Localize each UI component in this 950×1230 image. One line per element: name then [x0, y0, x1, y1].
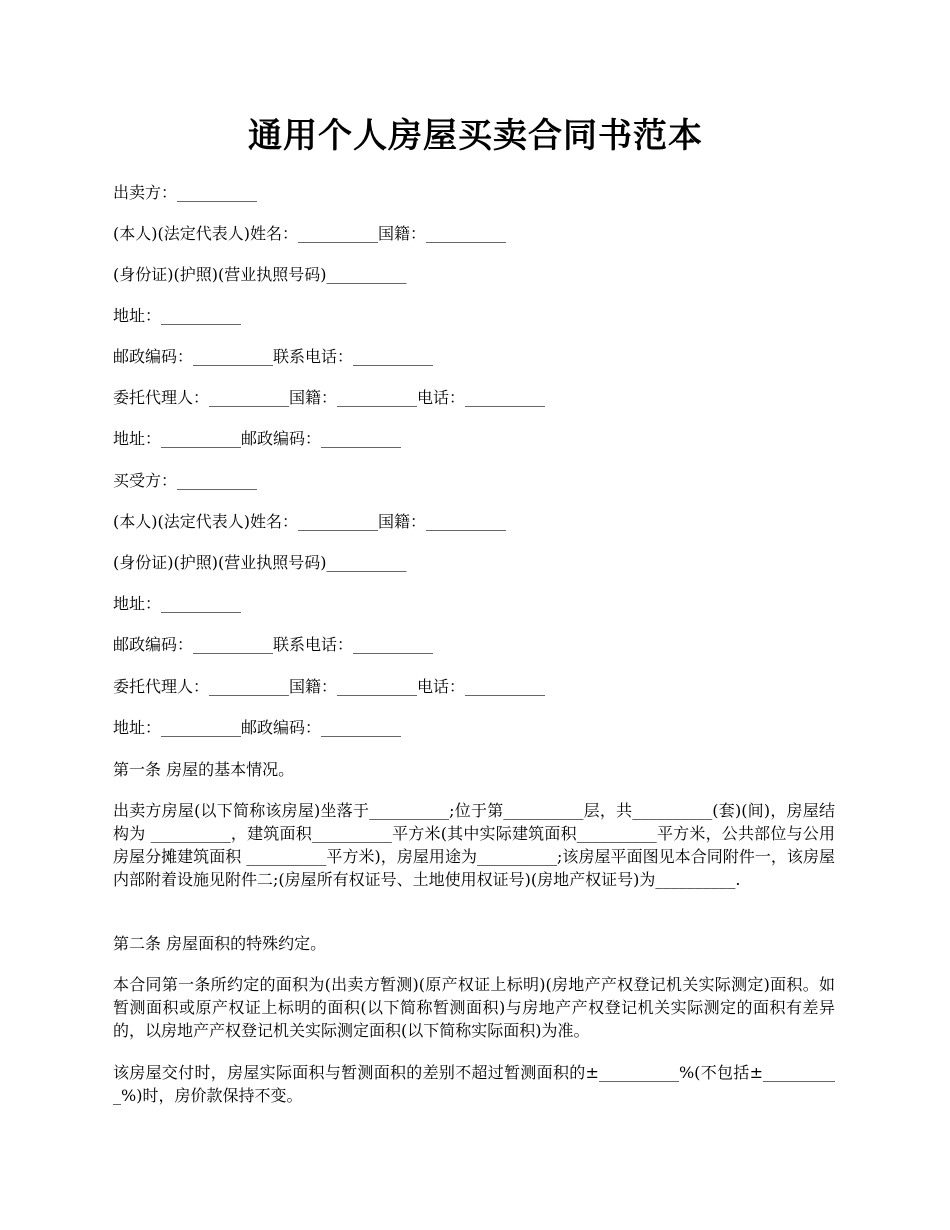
seller-address-line: 地址：__________	[113, 306, 242, 325]
seller-name-line: 出卖方：__________	[113, 183, 258, 202]
buyer-representative-line: (本人)(法定代表人)姓名：__________国籍：__________	[113, 512, 506, 531]
article-1-body: 出卖方房屋(以下简称该房屋)坐落于__________;位于第__________层，共__________(套)(间)，房屋结构为 __________，建筑面积__________平方米(其中实际建筑面积__________平方米，公共部位与公用房屋分摊建筑面积 __________平方米)，房屋用途为__________;该房屋平面图见本合同附件一，该房屋内部附着设施见附件二;(房屋所有权证号、土地使用权证号)(房地产权证号)为__________.	[113, 801, 835, 889]
buyer-id-line: (身份证)(护照)(营业执照号码)__________	[113, 553, 407, 572]
article-2-body-1: 本合同第一条所约定的面积为(出卖方暂测)(原产权证上标明)(房地产产权登记机关实际测定)面积。如暂测面积或原产权证上标明的面积(以下简称暂测面积)与房地产产权登记机关实际测定的面积有差异的，以房地产产权登记机关实际测定面积(以下简称实际面积)为准。	[113, 975, 835, 1040]
seller-agent-line: 委托代理人：__________国籍：__________电话：__________	[113, 388, 546, 407]
buyer-agent-address-line: 地址：__________邮政编码：__________	[113, 718, 402, 737]
article-2-body-2: 该房屋交付时，房屋实际面积与暂测面积的差别不超过暂测面积的±__________%(不包括±__________%)时，房价款保持不变。	[113, 1063, 835, 1105]
article-1-heading: 第一条 房屋的基本情况。	[113, 760, 295, 779]
seller-id-line: (身份证)(护照)(营业执照号码)__________	[113, 265, 407, 284]
buyer-name-line: 买受方：__________	[113, 471, 258, 490]
seller-postcode-phone-line: 邮政编码：__________联系电话：__________	[113, 347, 434, 366]
document-title: 通用个人房屋买卖合同书范本	[248, 116, 703, 156]
buyer-postcode-phone-line: 邮政编码：__________联系电话：__________	[113, 635, 434, 654]
seller-representative-line: (本人)(法定代表人)姓名：__________国籍：__________	[113, 224, 506, 243]
buyer-agent-line: 委托代理人：__________国籍：__________电话：__________	[113, 677, 546, 696]
buyer-address-line: 地址：__________	[113, 594, 242, 613]
article-2-heading: 第二条 房屋面积的特殊约定。	[113, 934, 327, 953]
seller-agent-address-line: 地址：__________邮政编码：__________	[113, 429, 402, 448]
